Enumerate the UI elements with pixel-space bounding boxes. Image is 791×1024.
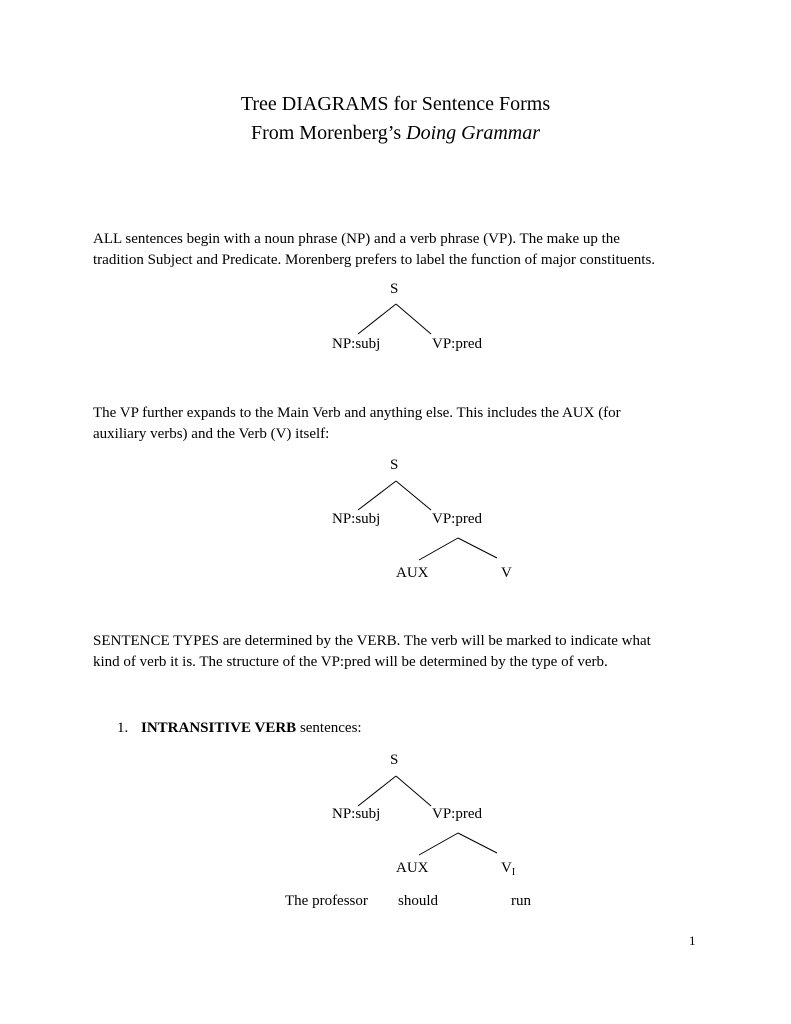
tree3-root-node: S (390, 752, 399, 768)
tree3-verb-node (501, 860, 515, 878)
tree3-vp-branch-left (419, 833, 458, 855)
tree2-aux-node: AUX (396, 565, 429, 581)
list-item-rest: sentences: (296, 720, 362, 736)
tree3-predicate-node: VP:pred (432, 806, 482, 822)
list-item-heading (141, 718, 362, 739)
tree3-subject-node: NP:subj (332, 806, 381, 822)
paragraph-2-line-2: auxiliary verbs) and the Verb (V) itself: (93, 426, 330, 442)
tree2-root-node: S (390, 457, 399, 473)
tree1-predicate-node: VP:pred (432, 336, 482, 352)
tree3-verb-subscript: I (511, 867, 516, 878)
tree2-verb-node: V (501, 565, 512, 581)
tree1-subject-node: NP:subj (332, 336, 381, 352)
tree1-root-node: S (390, 281, 399, 297)
document-title-line1: Tree DIAGRAMS for Sentence Forms (240, 93, 551, 115)
tree3-branch-left (358, 776, 396, 806)
tree1-branch-right (396, 304, 431, 334)
tree3-aux-node: AUX (396, 860, 429, 876)
example-subject: The professor (285, 893, 368, 909)
tree3-verb-label: V (501, 860, 512, 876)
tree3-branch-right (396, 776, 431, 806)
paragraph-1-line-2: tradition Subject and Predicate. Morenberg prefers to label the function of major constituents. (93, 252, 656, 268)
example-verb: run (511, 893, 531, 909)
paragraph-3-line-2: kind of verb it is. The structure of the VP:pred will be determined by the type of verb. (93, 654, 608, 670)
paragraph-1-line-1: ALL sentences begin with a noun phrase (NP) and a verb phrase (VP). The make up the (93, 231, 620, 247)
list-item-bold-label: INTRANSITIVE VERB (141, 720, 297, 736)
book-title: Doing Grammar (406, 122, 541, 144)
paragraph-2-line-1: The VP further expands to the Main Verb and anything else. This includes the AUX (for (93, 405, 621, 421)
tree3-vp-branch-right (458, 833, 497, 853)
title-prefix: From Morenberg’s (250, 122, 407, 144)
list-item-number: 1. (117, 720, 129, 736)
paragraph-3-line-1: SENTENCE TYPES are determined by the VERB. The verb will be marked to indicate what (93, 633, 651, 649)
example-aux: should (398, 893, 439, 909)
tree1-branch-left (358, 304, 396, 334)
tree2-branch-left (358, 481, 396, 510)
tree2-vp-branch-right (458, 538, 497, 558)
tree2-subject-node: NP:subj (332, 511, 381, 527)
tree2-branch-right (396, 481, 431, 510)
tree2-vp-branch-left (419, 538, 458, 560)
tree2-predicate-node: VP:pred (432, 511, 482, 527)
page-number: 1 (689, 933, 696, 948)
